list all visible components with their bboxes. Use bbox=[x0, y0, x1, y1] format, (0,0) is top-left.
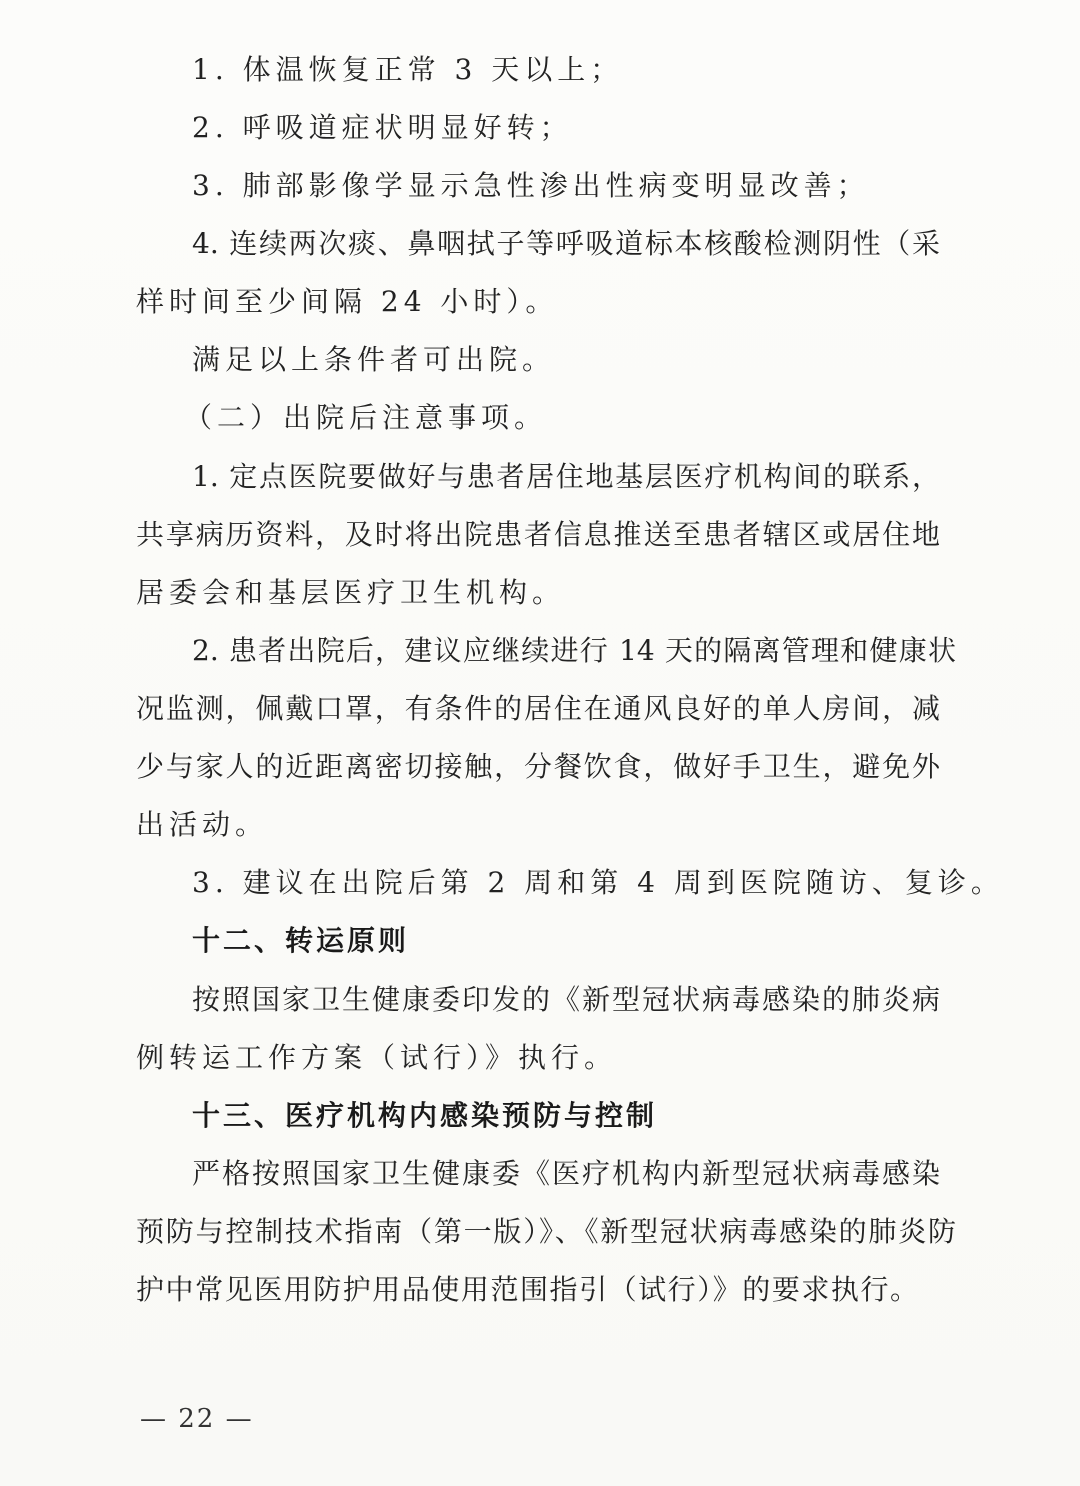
note-1-line-2: 共享病历资料，及时将出院患者信息推送至患者辖区或居住地 bbox=[136, 518, 940, 551]
criterion-4-line-1: 4. 连续两次痰、鼻咽拭子等呼吸道标本核酸检测阴性（采 bbox=[192, 227, 940, 260]
discharge-condition: 满足以上条件者可出院。 bbox=[192, 343, 556, 376]
section-2-heading: （二）出院后注意事项。 bbox=[184, 401, 548, 434]
note-2-line-4: 出活动。 bbox=[136, 808, 269, 841]
note-1-line-3: 居委会和基层医疗卫生机构。 bbox=[136, 576, 566, 609]
note-2-line-1: 2. 患者出院后，建议应继续进行 14 天的隔离管理和健康状 bbox=[192, 634, 956, 667]
section-13-line-2: 预防与控制技术指南（第一版）》、《新型冠状病毒感染的肺炎防 bbox=[136, 1215, 956, 1248]
section-13-line-3: 护中常见医用防护用品使用范围指引（试行）》的要求执行。 bbox=[136, 1273, 918, 1306]
criterion-3: 3. 肺部影像学显示急性渗出性病变明显改善； bbox=[192, 169, 870, 202]
section-13-heading: 十三、医疗机构内感染预防与控制 bbox=[192, 1099, 658, 1132]
note-2-line-3: 少与家人的近距离密切接触，分餐饮食，做好手卫生，避免外 bbox=[136, 750, 940, 783]
section-12-line-2: 例转运工作方案（试行）》执行。 bbox=[136, 1041, 618, 1074]
note-3: 3. 建议在出院后第 2 周和第 4 周到医院随访、复诊。 bbox=[192, 866, 1004, 899]
section-12-line-1: 按照国家卫生健康委印发的《新型冠状病毒感染的肺炎病 bbox=[192, 983, 940, 1016]
criterion-4-line-2: 样时间至少间隔 24 小时）。 bbox=[136, 285, 559, 318]
section-12-heading: 十二、转运原则 bbox=[192, 924, 410, 957]
note-2-line-2: 况监测，佩戴口罩，有条件的居住在通风良好的单人房间，减 bbox=[136, 692, 940, 725]
criterion-1: 1. 体温恢复正常 3 天以上； bbox=[192, 53, 624, 86]
note-1-line-1: 1. 定点医院要做好与患者居住地基层医疗机构间的联系， bbox=[192, 460, 940, 493]
criterion-2: 2. 呼吸道症状明显好转； bbox=[192, 111, 573, 144]
section-13-line-1: 严格按照国家卫生健康委《医疗机构内新型冠状病毒感染 bbox=[192, 1157, 940, 1190]
page-number: — 22 — bbox=[140, 1404, 254, 1434]
